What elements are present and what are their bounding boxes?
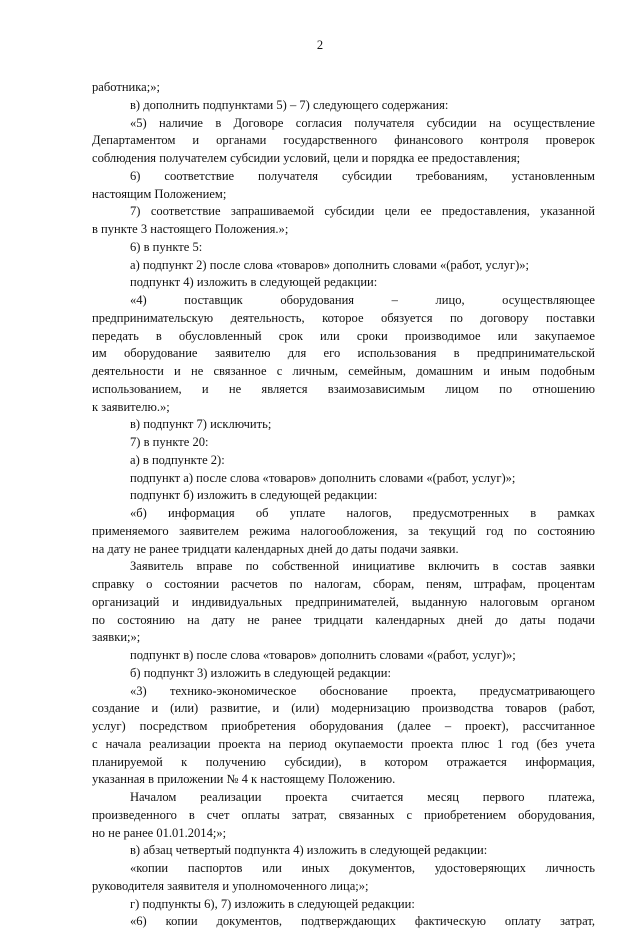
text-line: а) подпункт 2) после слова «товаров» дополнить словами «(работ, услуг)»; [130, 257, 530, 272]
text-line: а) в подпункте 2): [130, 452, 225, 467]
text-line: 6) соответствие получателя субсидии требованиям, установленным [130, 168, 595, 183]
text-line: на дату не ранее тридцати календарных дней до даты подачи заявки. [92, 541, 459, 556]
text-line: передать в обусловленный срок или сроки производимое или закупаемое [92, 328, 595, 343]
text-line: произведенного в счет оплаты затрат, связанных с приобретением оборудования, [92, 807, 595, 822]
text-line: использованием, и не является взаимозависимым лицом по отношению [92, 381, 595, 396]
text-line: 6) в пункте 5: [130, 239, 203, 254]
text-line: «5) наличие в Договоре согласия получателя субсидии на осуществление [130, 115, 595, 130]
text-line: к заявителю.»; [92, 399, 170, 414]
text-line: «6) копии документов, подтверждающих фактическую оплату затрат, [130, 914, 595, 929]
text-line: подпункт в) после слова «товаров» дополнить словами «(работ, услуг)»; [130, 648, 516, 662]
text-line: 7) соответствие запрашиваемой субсидии цели ее предоставления, указанной [130, 204, 595, 219]
text-line: Департаментом и органами государственного финансового контроля проверок [92, 133, 595, 148]
document-body [92, 79, 595, 931]
text-line: настоящим Положением; [92, 186, 227, 201]
text-line: подпункт а) после слова «товаров» дополнить словами «(работ, услуг)»; [130, 470, 516, 485]
text-line: б) подпункт 3) изложить в следующей редакции: [130, 665, 391, 680]
text-line: с начала реализации проекта на период окупаемости проекта плюс 1 год (без учета [92, 736, 595, 751]
text-line: подпункт 4) изложить в следующей редакции: [130, 275, 378, 290]
text-line: услуг) посредством приобретения оборудования (далее – проект), рассчитанное [92, 719, 595, 733]
text-line: указанная в приложении № 4 к настоящему Положению. [92, 772, 396, 787]
text-line: Заявитель вправе по собственной инициативе включить в состав заявки [130, 559, 595, 574]
text-line: Началом реализации проекта считается месяц первого платежа, [130, 790, 595, 804]
text-line: применяемого заявителем режима налогообложения, за текущий год по состоянию [92, 523, 595, 538]
text-line: предпринимательскую деятельность, которое обязуется по договору поставки [92, 310, 595, 325]
text-line: в) подпункт 7) исключить; [130, 417, 272, 432]
text-line: г) подпункты 6), 7) изложить в следующей редакции: [130, 896, 415, 911]
text-line: деятельности и не связанное с личным, семейным, домашним и иным подобным [92, 364, 595, 378]
text-line: в) дополнить подпунктами 5) – 7) следующего содержания: [130, 97, 449, 112]
text-line: в) абзац четвертый подпункта 4) изложить в следующей редакции: [130, 843, 488, 858]
text-line: подпункт б) изложить в следующей редакции: [130, 488, 378, 503]
text-line: по состоянию на дату не ранее тридцати календарных дней до даты подачи [92, 612, 595, 627]
text-line: справку о состоянии расчетов по налогам, сборам, пеням, штрафам, процентам [92, 577, 595, 591]
text-line: заявки;»; [92, 630, 141, 645]
text-line: им оборудование заявителю для его использования в предпринимательской [92, 346, 595, 361]
text-line: соблюдения получателем субсидии условий, цели и порядка ее предоставления; [92, 151, 521, 165]
text-line: но не ранее 01.01.2014;»; [92, 825, 227, 840]
text-line: организаций и индивидуальных предпринимателей, выданную налоговым органом [92, 594, 595, 609]
text-line: создание и (или) развитие, и (или) модернизацию производства товаров (работ, [92, 701, 595, 716]
text-line: в пункте 3 настоящего Положения.»; [92, 222, 289, 236]
text-line: 7) в пункте 20: [130, 435, 209, 449]
text-line: «3) технико-экономическое обоснование проекта, предусматривающего [130, 683, 595, 698]
text-line: «копии паспортов или иных документов, удостоверяющих личность [130, 861, 595, 875]
text-line: «б) информация об уплате налогов, предусмотренных в рамках [130, 506, 595, 520]
text-line: планируемой к получению субсидии), в котором отражается информация, [92, 754, 595, 769]
text-line: «4) поставщик оборудования – лицо, осуществляющее [130, 293, 595, 307]
text-line: работника;»; [92, 80, 160, 94]
page-number: 2 [316, 38, 324, 52]
text-line: руководителя заявителя и уполномоченного лица;»; [92, 878, 369, 893]
